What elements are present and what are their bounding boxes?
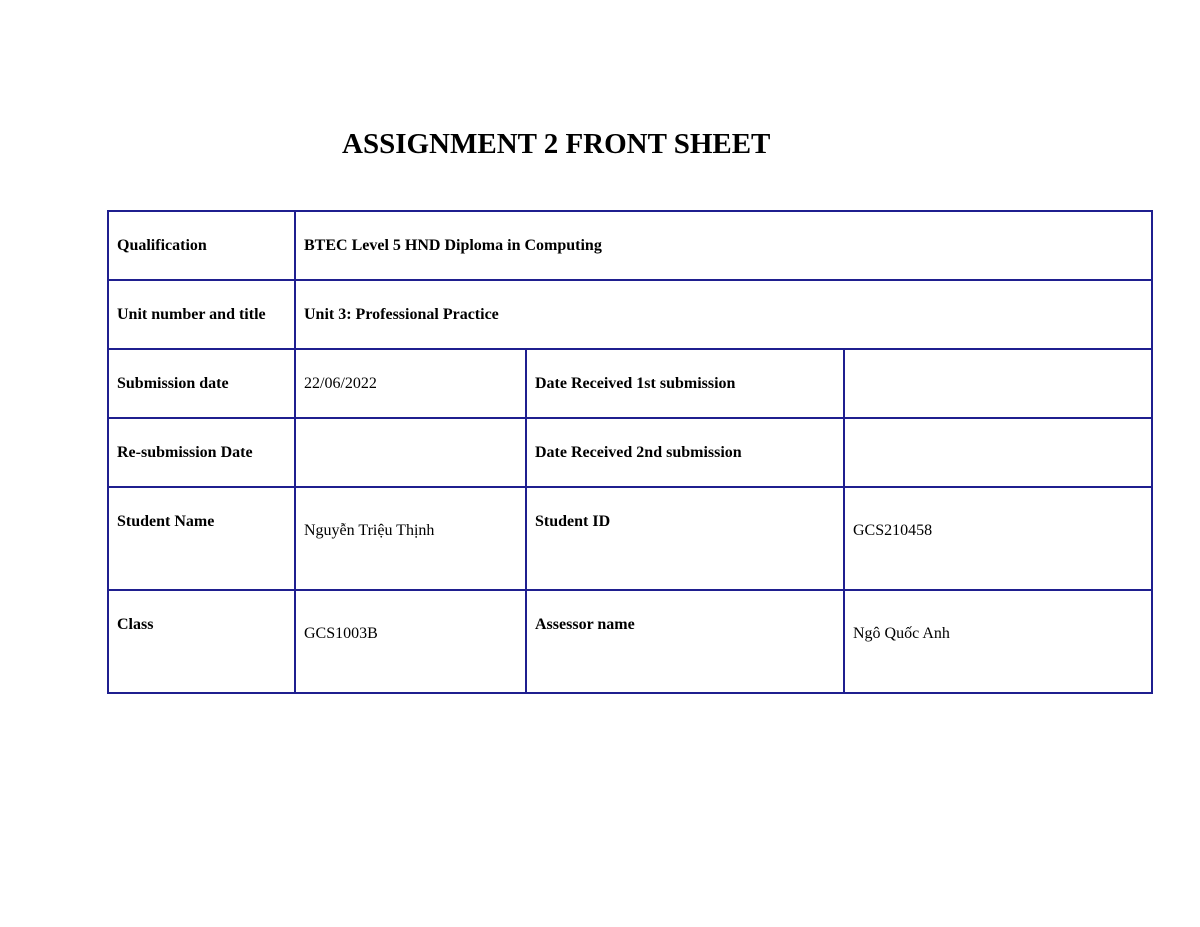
assessor-name-value: Ngô Quốc Anh [844,590,1152,693]
submission-date-value: 22/06/2022 [295,349,526,418]
class-value: GCS1003B [295,590,526,693]
student-id-label: Student ID [526,487,844,590]
date-received-1st-value [844,349,1152,418]
row-unit [108,280,1152,349]
row-qualification [108,211,1152,280]
page-title: ASSIGNMENT 2 FRONT SHEET [342,128,771,160]
student-name-value: Nguyễn Triệu Thịnh [295,487,526,590]
student-name-label: Student Name [108,487,295,590]
assessor-name-label: Assessor name [526,590,844,693]
student-id-value: GCS210458 [844,487,1152,590]
row-class [108,590,1152,693]
front-sheet-table [107,210,1153,694]
resubmission-date-label: Re-submission Date [108,418,295,487]
qualification-value: BTEC Level 5 HND Diploma in Computing [295,211,1152,280]
date-received-1st-label: Date Received 1st submission [526,349,844,418]
qualification-label: Qualification [108,211,295,280]
row-student [108,487,1152,590]
row-submission [108,349,1152,418]
row-resubmission [108,418,1152,487]
date-received-2nd-value [844,418,1152,487]
unit-value: Unit 3: Professional Practice [295,280,1152,349]
unit-label: Unit number and title [108,280,295,349]
class-label: Class [108,590,295,693]
date-received-2nd-label: Date Received 2nd submission [526,418,844,487]
submission-date-label: Submission date [108,349,295,418]
resubmission-date-value [295,418,526,487]
